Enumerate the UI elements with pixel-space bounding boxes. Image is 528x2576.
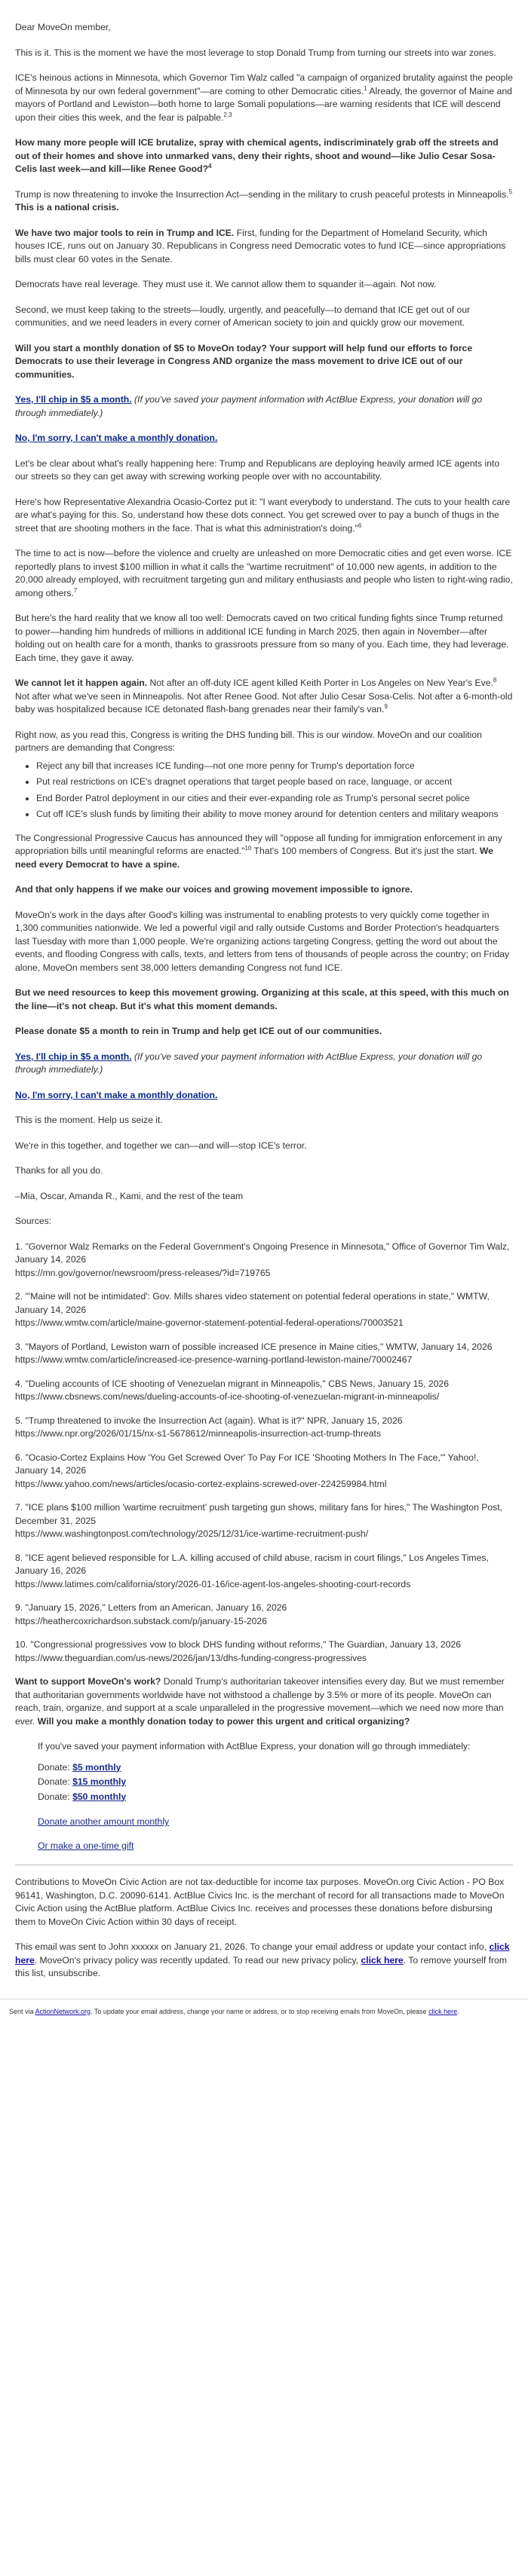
yes-donate-line-2 xyxy=(15,1051,513,1077)
support-bold: Want to support MoveOn's work? xyxy=(15,1676,161,1687)
email-notice-text: This email was sent to John xxxxxx on January 21, 2026. To change your email address or update your contact info, xyxy=(15,1941,490,1952)
two-tools-text: First, funding for the Department of Homeland Security, which houses ICE, runs out on January 30. Republicans in Congress need Democratic votes to fund ICE—since appropriations bills must clear 60 votes in the Senate. xyxy=(15,227,506,265)
bold-question xyxy=(15,136,513,176)
support-text: Donald Trump's authoritarian takeover intensifies every day. But we must remember that authoritarian governments worldwide have not withstood a challenge by 3.5% or more of its people. MoveOn can reach, train, organize, and support at a scale unparalleled in the progressive movement—which we need now more than ever. xyxy=(15,1676,505,1727)
source-number: 9. xyxy=(15,1602,23,1613)
ice-paragraph xyxy=(15,72,513,124)
second-paragraph: Second, we must keep taking to the streets—loudly, urgently, and peacefully—to demand that ICE get out of our communities, and we need leaders in every corner of American society to join and quickly grow our movement. xyxy=(15,304,471,328)
time-to-act-text: The time to act is now—before the violence and cruelty are unleashed on more Democratic cities and get even worse. ICE reportedly plans to invest $100 million in what it calls the "wartime recruitment" of 10,000 new agents, in addition to the 20,000 already employed, with recruitment targeting gun and military enthusiasts and people who listen to right-wing radio, among others. xyxy=(15,548,513,598)
one-time-gift-link[interactable]: Or make a one-time gift xyxy=(38,1840,134,1851)
donate-option-row xyxy=(38,1791,513,1804)
email-notice-text-2: . MoveOn's privacy policy was recently updated. To read our new privacy policy, xyxy=(34,1954,361,1966)
donate-50-monthly-link[interactable]: $50 monthly xyxy=(72,1791,127,1802)
demands-list xyxy=(15,760,513,821)
work-paragraph: MoveOn's work in the days after Good's killing was instrumental to enabling protests to very quickly come together in 1,300 communities nationwide. We led a powerful vigil and rally outside Customs and Border Protection's headquarters last Tuesday with more than 1,000 people. We're organizing actions targeting Congress, getting the word out about the events, and flooding Congress with calls, texts, and letters from tens of thousands of people across the country; on Friday alone, MoveOn members sent 38,000 letters demanding Congress not fund ICE. xyxy=(15,909,510,973)
source-title: "Congressional progressives vow to block DHS funding without reforms," The Guardian, January 13, 2026 xyxy=(30,1639,462,1650)
source-url: https://www.wmtw.com/article/increased-ice-presence-warning-portland-lewiston-maine/70002467 xyxy=(15,1354,413,1365)
source-url: https://www.washingtonpost.com/technology/2025/12/31/ice-wartime-recruitment-push/ xyxy=(15,1528,369,1539)
source-item xyxy=(15,1552,513,1592)
cpc-text: The Congressional Progressive Caucus has announced they will "oppose all funding for immigration enforcement in any appropriation bills until meaningful reforms are enacted." xyxy=(15,832,502,856)
footer-click-here-link[interactable]: click here xyxy=(428,2007,458,2015)
sources-label: Sources: xyxy=(15,1216,52,1226)
source-number: 10. xyxy=(15,1639,28,1650)
update-contact-link[interactable]: click here xyxy=(15,1941,510,1966)
list-item: • Reject any bill that increases ICE funding—not one more penny for Trump's deportation force xyxy=(36,760,513,773)
ask-paragraph: Will you start a monthly donation of $5 to MoveOn today? Your support will help fund our efforts to force Democrats to use their leverage in Congress AND organize the mass movement to drive ICE out of our communities. xyxy=(15,342,473,380)
donate-option-row xyxy=(38,1776,513,1789)
no-donate-line xyxy=(15,432,513,445)
donate-box-note: If you've saved your payment information with ActBlue Express, your donation will go through immediately: xyxy=(38,1741,471,1751)
intro-paragraph: This is it. This is the moment we have the most leverage to stop Donald Trump from turning our streets into war zones. xyxy=(15,47,496,58)
donate-option-row xyxy=(38,1761,513,1775)
donate-box xyxy=(15,1740,513,1852)
happen-paragraph xyxy=(15,677,513,717)
email-notice xyxy=(15,1941,513,1981)
happen-bold: We cannot let it happen again. xyxy=(15,678,148,688)
no-donate-line-2 xyxy=(15,1089,513,1103)
footer-text: Sent via xyxy=(9,2007,35,2015)
source-item xyxy=(15,1415,513,1441)
together-paragraph: We're in this together, and together we can—and will—stop ICE's terror. xyxy=(15,1140,307,1151)
legal-disclaimer: Contributions to MoveOn Civic Action are not tax-deductible for income tax purposes. MoveOn.org Civic Action - PO Box 96141, Washington, D.C. 20090-6141. ActBlue Civics Inc. is the merchant of record for all transactions made to MoveOn Civic Action using the ActBlue platform. ActBlue Civics Inc. receives and processes these donations before disbursing them to MoveOn Civic Action within 30 days of receipt. xyxy=(15,1877,505,1927)
signoff: –Mia, Oscar, Amanda R., Kami, and the rest of the team xyxy=(15,1190,244,1201)
clear-paragraph: Let's be clear about what's really happening here: Trump and Republicans are deploying heavily armed ICE agents into our streets so they can get away with screwing working people over with no accountability. xyxy=(15,457,500,482)
time-to-act-paragraph xyxy=(15,547,513,600)
only-paragraph: And that only happens if we make our voices and growing movement impossible to ignore. xyxy=(15,884,413,895)
privacy-policy-link[interactable]: click here xyxy=(361,1954,404,1966)
bold-question-text: How many more people will ICE brutalize, spray with chemical agents, indiscriminately grab off the streets and out of their homes and shove into unmarked vans, deny their rights, shoot and wound—like Julio Cesar Sosa-Celis last week—and kill—like Renee Good? xyxy=(15,137,499,174)
source-item xyxy=(15,1341,513,1367)
aoc-text: Here's how Representative Alexandria Ocasio-Cortez put it: "I want everybody to understand. The cuts to your health care are what's paying for this. So, understand how these dots connect. You get screwed over to pay a bunch of thugs in the street that are shooting mothers in the face. That is what this administration's doing." xyxy=(15,496,511,534)
leverage-paragraph: Democrats have real leverage. They must use it. We cannot allow them to squander it—again. Not now. xyxy=(15,279,437,289)
source-item xyxy=(15,1602,513,1628)
source-title: "January 15, 2026," Letters from an American, January 16, 2026 xyxy=(25,1602,287,1613)
source-title: "ICE agent believed responsible for L.A. killing accused of child abuse, racism in court filings," Los Angeles Times, January 16, 2026 xyxy=(15,1552,489,1576)
yes-donate-note: (If you've saved your payment information with ActBlue Express, your donation will go through immediately.) xyxy=(15,394,483,418)
action-network-link[interactable]: ActionNetwork.org xyxy=(35,2007,91,2015)
thanks-paragraph: Thanks for all you do. xyxy=(15,1165,103,1176)
footnote-ref-2-3: 2,3 xyxy=(223,111,232,118)
sources-list xyxy=(15,1241,513,1666)
source-url: https://heathercoxrichardson.substack.com/p/january-15-2026 xyxy=(15,1615,267,1626)
source-title: "'Maine will not be intimidated': Gov. Mills shares video statement on potential federal operations in state," WMTW, January 14, 2026 xyxy=(15,1291,490,1315)
right-now-paragraph: Right now, as you read this, Congress is writing the DHS funding bill. This is our window. MoveOn and our coalition partners are demanding that Congress: xyxy=(15,729,482,753)
footnote-ref-7: 7 xyxy=(73,586,78,594)
donate-another-line xyxy=(38,1816,513,1829)
list-item: • Cut off ICE's slush funds by limiting their ability to move money around for detention centers and military weapons xyxy=(36,808,513,821)
yes-donate-note-2: (If you've saved your payment information with ActBlue Express, your donation will go through immediately.) xyxy=(15,1051,483,1075)
ice-text: ICE's heinous actions in Minnesota, which Governor Tim Walz called "a campaign of organized brutality against the people of Minnesota by our own federal government"—are coming to other Democratic cities. xyxy=(15,72,513,96)
yes-donate-link-2[interactable]: Yes, I'll chip in $5 a month. xyxy=(15,1051,132,1062)
two-tools-paragraph xyxy=(15,227,513,267)
footnote-ref-5: 5 xyxy=(508,188,513,195)
footer-text-2: . To update your email address, change your name or address, or to stop receiving emails from MoveOn, please xyxy=(91,2007,429,2015)
source-title: "Dueling accounts of ICE shooting of Venezuelan migrant in Minneapolis," CBS News, January 15, 2026 xyxy=(25,1378,450,1389)
source-item xyxy=(15,1638,513,1665)
source-title: "Ocasio-Cortez Explains How 'You Get Screwed Over' To Pay For ICE 'Shooting Mothers In The Face,'" Yahoo!, January 14, 2026 xyxy=(15,1452,479,1476)
source-number: 6. xyxy=(15,1452,23,1463)
happen-text: Not after an off-duty ICE agent killed Keith Porter in Los Angeles on New Year's Eve. xyxy=(147,678,493,688)
two-tools-bold: We have two major tools to rein in Trump and ICE. xyxy=(15,227,235,238)
greeting: Dear MoveOn member, xyxy=(15,22,111,32)
crisis-text: This is a national crisis. xyxy=(15,202,119,213)
source-item xyxy=(15,1241,513,1280)
donate-label: Donate: xyxy=(38,1761,73,1773)
cpc-paragraph xyxy=(15,832,513,872)
insurrection-text: Trump is now threatening to invoke the Insurrection Act—sending in the military to crush peaceful protests in Minneapolis. xyxy=(15,188,509,200)
footer-text-end: . xyxy=(457,2007,459,2015)
moment-paragraph: This is the moment. Help us seize it. xyxy=(15,1115,163,1125)
source-url: https://www.wmtw.com/article/maine-governor-statement-potential-federal-operations/70003521 xyxy=(15,1317,404,1328)
list-item: • End Border Patrol deployment in our cities and their ever-expanding role as Trump's personal secret police xyxy=(36,792,513,806)
source-title: "Governor Walz Remarks on the Federal Government's Ongoing Presence in Minnesota," Office of Governor Tim Walz, January 14, 2026 xyxy=(15,1241,510,1265)
source-item xyxy=(15,1501,513,1541)
source-title: "Trump threatened to invoke the Insurrection Act (again). What is it?" NPR, January 15, 2026 xyxy=(25,1415,403,1426)
source-number: 8. xyxy=(15,1552,23,1563)
source-number: 1. xyxy=(15,1241,23,1252)
source-number: 7. xyxy=(15,1502,23,1513)
insurrection-paragraph xyxy=(15,188,513,215)
happen-text-2: Not after what we've seen in Minneapolis. Not after Renee Good. Not after Julio Cesar Sosa-Celis. Not after a 6-month-old baby was hospitalized because ICE detonated flash-bang grenades near their family's van. xyxy=(15,690,513,714)
source-number: 5. xyxy=(15,1415,23,1426)
please-paragraph: Please donate $5 a month to rein in Trump and help get ICE out of our communities. xyxy=(15,1026,382,1036)
footer-bar xyxy=(0,1999,528,2024)
source-item xyxy=(15,1290,513,1330)
donate-another-link[interactable]: Donate another amount monthly xyxy=(38,1816,170,1827)
source-url: https://mn.gov/governor/newsroom/press-releases/?id=719765 xyxy=(15,1267,271,1278)
no-donate-link[interactable]: No, I'm sorry, I can't make a monthly donation. xyxy=(15,433,218,443)
source-url: https://www.latimes.com/california/story/2026-01-16/ice-agent-los-angeles-shooting-court-records xyxy=(15,1578,411,1589)
footnote-ref-10: 10 xyxy=(244,844,252,852)
hard-reality-paragraph: But here's the hard reality that we know all too well: Democrats caved on two critical funding fights since Trump returned to power—handing him hundreds of millions in additional ICE funding in March 2025, then again in November—after holding out on health care for a month, thanks to grassroots pressure from so many of you. Each time, they had leverage. Each time, they gave it away. xyxy=(15,613,509,663)
footnote-ref-6: 6 xyxy=(358,522,362,529)
source-number: 2. xyxy=(15,1291,23,1302)
footnote-ref-8: 8 xyxy=(493,676,497,684)
source-item xyxy=(15,1378,513,1404)
source-item xyxy=(15,1452,513,1491)
aoc-paragraph xyxy=(15,496,513,536)
support-paragraph xyxy=(15,1675,513,1728)
no-donate-link-2[interactable]: No, I'm sorry, I can't make a monthly donation. xyxy=(15,1089,218,1100)
yes-donate-link[interactable]: Yes, I'll chip in $5 a month. xyxy=(15,394,132,405)
donate-15-monthly-link[interactable]: $15 monthly xyxy=(72,1776,127,1787)
footnote-ref-9: 9 xyxy=(384,702,388,710)
source-url: https://www.cbsnews.com/news/dueling-accounts-of-ice-shooting-of-venezuelan-migrant-in-minneapolis/ xyxy=(15,1391,440,1402)
resources-paragraph: But we need resources to keep this movement growing. Organizing at this scale, at this speed, with this much on the line—it's not cheap. But it's what this moment demands. xyxy=(15,987,509,1011)
cpc-text-2: That's 100 members of Congress. But it's just the start. xyxy=(251,846,477,856)
ice-text-2: Already, the governor of Maine and mayors of Portland and Lewiston—both home to large Somali populations—are warning residents that ICE will descend upon their cities this week, and the fear is palpable. xyxy=(15,85,512,123)
source-number: 4. xyxy=(15,1378,23,1389)
list-item: • Put real restrictions on ICE's dragnet operations that target people based on race, language, or accent xyxy=(36,776,513,789)
source-url: https://www.theguardian.com/us-news/2026/jan/13/dhs-funding-congress-progressives xyxy=(15,1652,367,1663)
source-number: 3. xyxy=(15,1341,23,1352)
donate-label: Donate: xyxy=(38,1791,73,1802)
source-title: "Mayors of Portland, Lewiston warn of possible increased ICE presence in Maine cities," WMTW, January 14, 2026 xyxy=(25,1341,493,1352)
email-notice-text-3: . To remove yourself from this list, unsubscribe. xyxy=(15,1954,507,1978)
source-url: https://www.npr.org/2026/01/15/nx-s1-5678612/minneapolis-insurrection-act-trump-threats xyxy=(15,1428,382,1439)
support-bold-2: Will you make a monthly donation today to power this urgent and critical organizing? xyxy=(35,1715,410,1727)
footnote-ref-1: 1 xyxy=(364,84,367,92)
one-time-line xyxy=(38,1840,513,1853)
source-title: "ICE plans $100 million 'wartime recruitment' push targeting gun shows, military fans for hires," The Washington Post, December 31, 2025 xyxy=(15,1502,503,1526)
source-url: https://www.yahoo.com/news/articles/ocasio-cortez-explains-screwed-over-224259984.html xyxy=(15,1478,387,1489)
footnote-ref-4: 4 xyxy=(208,162,212,170)
yes-donate-line xyxy=(15,393,513,420)
donate-5-monthly-link[interactable]: $5 monthly xyxy=(72,1761,121,1773)
cpc-bold: We need every Democrat to have a spine. xyxy=(15,846,493,870)
donate-label: Donate: xyxy=(38,1776,73,1787)
